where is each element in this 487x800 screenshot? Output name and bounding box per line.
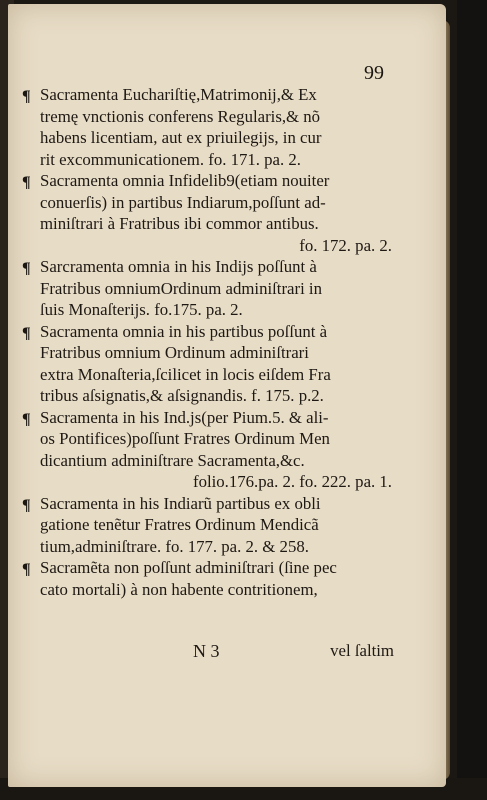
pilcrow-icon: ¶ <box>22 174 31 191</box>
entry-line: habens licentiam, aut ex priuilegijs, in cur <box>40 128 322 147</box>
entry-line: tremę vnctionis conferens Regularis,& nõ <box>40 106 321 126</box>
entry-line: conuerſis) in partibus Indiarum,poſſunt ad- <box>40 192 326 212</box>
entry-line: Sacramenta Euchariſtię,Matrimonij,& Ex <box>40 85 317 104</box>
entry-line: extra Monaſteria,ſcilicet in locis eiſdem Fra <box>40 364 331 384</box>
entry-line: tribus aſsignatis,& aſsignandis. f. 175. p.2. <box>40 386 324 405</box>
index-entries <box>22 84 392 600</box>
pilcrow-icon: ¶ <box>22 260 31 277</box>
entry-line: Sacramenta omnia in his partibus poſſunt à <box>40 321 328 341</box>
entry-line: Sacramenta in his Ind.js(per Pium.5. & ali- <box>40 407 329 427</box>
pilcrow-icon: ¶ <box>22 410 31 428</box>
entry-line: dicantium adminiſtrare Sacramenta,&c. <box>40 450 305 470</box>
page-number: 99 <box>364 62 384 84</box>
background-right <box>457 0 487 800</box>
entry-line: rit excommunicationem. fo. 171. pa. 2. <box>40 149 301 169</box>
folio-reference: folio.176.pa. 2. fo. 222. pa. 1. <box>192 472 392 491</box>
entry-line: os Pontifices)poſſunt Fratres Ordinum Men <box>40 429 330 448</box>
entry-line: cato mortali) à non habente contritionem, <box>40 579 318 599</box>
catchword: vel ſaltim <box>330 641 394 660</box>
entry-line: gatione tenẽtur Fratres Ordinum Mendicã <box>40 515 319 534</box>
entry-line: Fratribus omniumOrdinum adminiſtrari in <box>40 278 322 298</box>
index-entry <box>22 321 392 407</box>
entry-line: miniſtrari à Fratribus ibi commor antibus. <box>40 214 319 233</box>
pilcrow-icon: ¶ <box>22 88 31 105</box>
folio-reference: fo. 172. pa. 2. <box>299 235 392 255</box>
pilcrow-icon: ¶ <box>22 324 31 342</box>
entry-line: Fratribus omnium Ordinum adminiſtrari <box>40 343 309 362</box>
entry-line: Sacramenta omnia Infidelib9(etiam nouiter <box>40 171 330 190</box>
signature-mark: N 3 <box>193 641 220 661</box>
pilcrow-icon: ¶ <box>22 496 31 514</box>
index-entry <box>22 84 392 170</box>
pilcrow-icon: ¶ <box>22 561 31 578</box>
index-entry <box>22 557 392 600</box>
entry-line: tium,adminiſtrare. fo. 177. pa. 2. & 258. <box>40 536 309 556</box>
index-entry <box>22 407 392 493</box>
book-page <box>8 4 446 787</box>
index-entry <box>22 256 392 321</box>
entry-line: Sacramenta in his Indiarũ partibus ex obli <box>40 493 321 513</box>
entry-line: Sacramẽta non poſſunt adminiſtrari (ſine pec <box>40 558 337 577</box>
entry-line: ſuis Monaſterijs. fo.175. pa. 2. <box>40 300 243 319</box>
index-entry <box>22 493 392 558</box>
index-entry <box>22 170 392 256</box>
entry-line: Sarcramenta omnia in his Indijs poſſunt à <box>40 257 317 276</box>
